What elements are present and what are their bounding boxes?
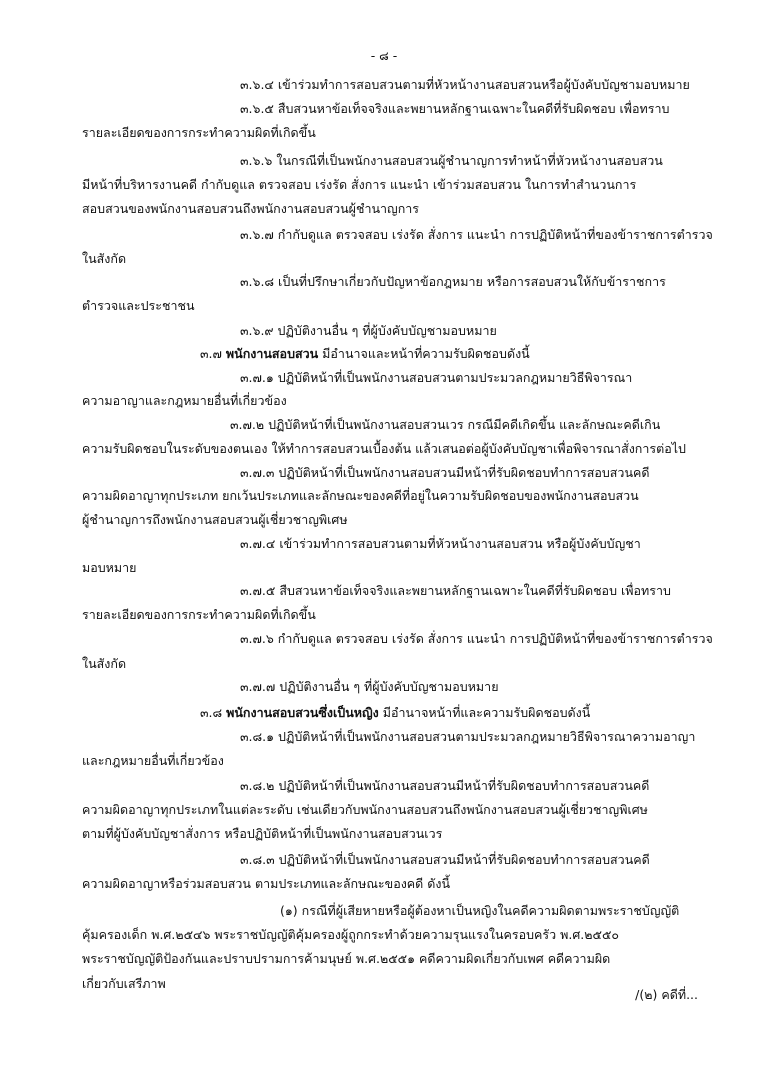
paragraph-text: มอบหมาย xyxy=(82,560,137,575)
continuation-footer: /(๒) คดีที่... xyxy=(635,987,698,1002)
paragraph-text: มีหน้าที่บริหารงานคดี กำกับดูแล ตรวจสอบ เร่งรัด สั่งการ แนะนำ เข้าร่วมสอบสวน ในการทำสำนวนการ xyxy=(82,177,637,192)
section-description: มีอำนาจและหน้าที่ความรับผิดชอบดังนี้ xyxy=(318,346,530,361)
paragraph-text: รายละเอียดของการกระทำความผิดที่เกิดขึ้น xyxy=(82,125,316,140)
paragraph-text: ๓.๖.๕ สืบสวนหาข้อเท็จจริงและพยานหลักฐานเฉพาะในคดีที่รับผิดชอบ เพื่อทราบ xyxy=(240,101,670,116)
paragraph-text: ผู้ชำนาญการถึงพนักงานสอบสวนผู้เชี่ยวชาญพิเศษ xyxy=(82,512,348,527)
paragraph-text: ตำรวจและประชาชน xyxy=(82,298,195,313)
paragraph-text: ๓.๘.๓ ปฏิบัติหน้าที่เป็นพนักงานสอบสวนมีหน้าที่รับผิดชอบทำการสอบสวนคดี xyxy=(240,852,650,867)
section-heading xyxy=(200,345,530,363)
section-number: ๓.๘ xyxy=(200,705,227,720)
paragraph-text: ๓.๖.๖ ในกรณีที่เป็นพนักงานสอบสวนผู้ชำนาญการทำหน้าที่หัวหน้างานสอบสวน xyxy=(240,153,663,168)
paragraph-text: ความอาญาและกฎหมายอื่นที่เกี่ยวข้อง xyxy=(82,393,287,408)
paragraph-text: ๓.๗.๑ ปฏิบัติหน้าที่เป็นพนักงานสอบสวนตามประมวลกฎหมายวิธีพิจารณา xyxy=(240,370,633,385)
paragraph-text: ๓.๖.๗ กำกับดูแล ตรวจสอบ เร่งรัด สั่งการ แนะนำ การปฏิบัติหน้าที่ของข้าราชการตำรวจ xyxy=(240,227,713,242)
paragraph-text: คุ้มครองเด็ก พ.ศ.๒๕๔๖ พระราชบัญญัติคุ้มครองผู้ถูกกระทำด้วยความรุนแรงในครอบครัว พ.ศ.๒๕๕๐ xyxy=(82,927,620,942)
paragraph-text: ในสังกัด xyxy=(82,251,127,266)
section-description: มีอำนาจหน้าที่และความรับผิดชอบดังนี้ xyxy=(378,705,591,720)
paragraph-text: ๓.๗.๕ สืบสวนหาข้อเท็จจริงและพยานหลักฐานเฉพาะในคดีที่รับผิดชอบ เพื่อทราบ xyxy=(240,583,671,598)
paragraph-text: ๓.๖.๙ ปฏิบัติงานอื่น ๆ ที่ผู้บังคับบัญชามอบหมาย xyxy=(240,323,497,338)
paragraph-text: และกฎหมายอื่นที่เกี่ยวข้อง xyxy=(82,753,224,768)
section-heading xyxy=(200,704,590,722)
paragraph-text: ๓.๗.๒ ปฏิบัติหน้าที่เป็นพนักงานสอบสวนเวร กรณีมีคดีเกิดขึ้น และลักษณะคดีเกิน xyxy=(230,417,661,432)
paragraph-text: ความผิดอาญาทุกประเภทในแต่ละระดับ เช่นเดียวกับพนักงานสอบสวนถึงพนักงานสอบสวนผู้เชี่ยวชาญพิเศษ xyxy=(82,802,648,817)
paragraph-text: ๓.๘.๒ ปฏิบัติหน้าที่เป็นพนักงานสอบสวนมีหน้าที่รับผิดชอบทำการสอบสวนคดี xyxy=(240,778,650,793)
paragraph-text: ตามที่ผู้บังคับบัญชาสั่งการ หรือปฏิบัติหน้าที่เป็นพนักงานสอบสวนเวร xyxy=(82,826,443,841)
paragraph-text: สอบสวนของพนักงานสอบสวนถึงพนักงานสอบสวนผู้ชำนาญการ xyxy=(82,201,420,216)
paragraph-text: ๓.๖.๔ เข้าร่วมทำการสอบสวนตามที่หัวหน้างานสอบสวนหรือผู้บังคับบัญชามอบหมาย xyxy=(240,77,690,92)
paragraph-text: ๓.๗.๔ เข้าร่วมทำการสอบสวนตามที่หัวหน้างานสอบสวน หรือผู้บังคับบัญชา xyxy=(240,536,641,551)
paragraph-text: เกี่ยวกับเสรีภาพ xyxy=(82,976,166,991)
paragraph-text: ๓.๗.๖ กำกับดูแล ตรวจสอบ เร่งรัด สั่งการ แนะนำ การปฏิบัติหน้าที่ของข้าราชการตำรวจ xyxy=(240,631,713,646)
paragraph-text: ๓.๗.๓ ปฏิบัติหน้าที่เป็นพนักงานสอบสวนมีหน้าที่รับผิดชอบทำการสอบสวนคดี xyxy=(240,465,650,480)
paragraph-text: ความผิดอาญาทุกประเภท ยกเว้นประเภทและลักษณะของคดีที่อยู่ในความรับผิดชอบของพนักงานสอบสวน xyxy=(82,488,639,503)
section-title: พนักงานสอบสวนซึ่งเป็นหญิง xyxy=(226,705,379,720)
page-number: - ๘ - xyxy=(370,48,398,63)
paragraph-text: ๓.๘.๑ ปฏิบัติหน้าที่เป็นพนักงานสอบสวนตามประมวลกฎหมายวิธีพิจารณาความอาญา xyxy=(240,729,696,744)
paragraph-text: ความรับผิดชอบในระดับของตนเอง ให้ทำการสอบสวนเบื้องต้น แล้วเสนอต่อผู้บังคับบัญชาเพื่อพิจารณาสั่งการต่อไป xyxy=(82,441,686,456)
paragraph-text: พระราชบัญญัติป้องกันและปราบปรามการค้ามนุษย์ พ.ศ.๒๕๕๑ คดีความผิดเกี่ยวกับเพศ คดีความผิด xyxy=(82,951,611,966)
section-number: ๓.๗ xyxy=(200,346,226,361)
paragraph-text: ในสังกัด xyxy=(82,656,127,671)
paragraph-text: รายละเอียดของการกระทำความผิดที่เกิดขึ้น xyxy=(82,607,316,622)
paragraph-text: ๓.๖.๘ เป็นที่ปรึกษาเกี่ยวกับปัญหาข้อกฎหมาย หรือการสอบสวนให้กับข้าราชการ xyxy=(240,274,666,289)
section-title: พนักงานสอบสวน xyxy=(225,346,319,361)
paragraph-text: ๓.๗.๗ ปฏิบัติงานอื่น ๆ ที่ผู้บังคับบัญชามอบหมาย xyxy=(240,679,499,694)
paragraph-text: (๑) กรณีที่ผู้เสียหายหรือผู้ต้องหาเป็นหญิงในคดีความผิดตามพระราชบัญญัติ xyxy=(280,903,680,918)
paragraph-text: ความผิดอาญาหรือร่วมสอบสวน ตามประเภทและลักษณะของคดี ดังนี้ xyxy=(82,876,451,891)
